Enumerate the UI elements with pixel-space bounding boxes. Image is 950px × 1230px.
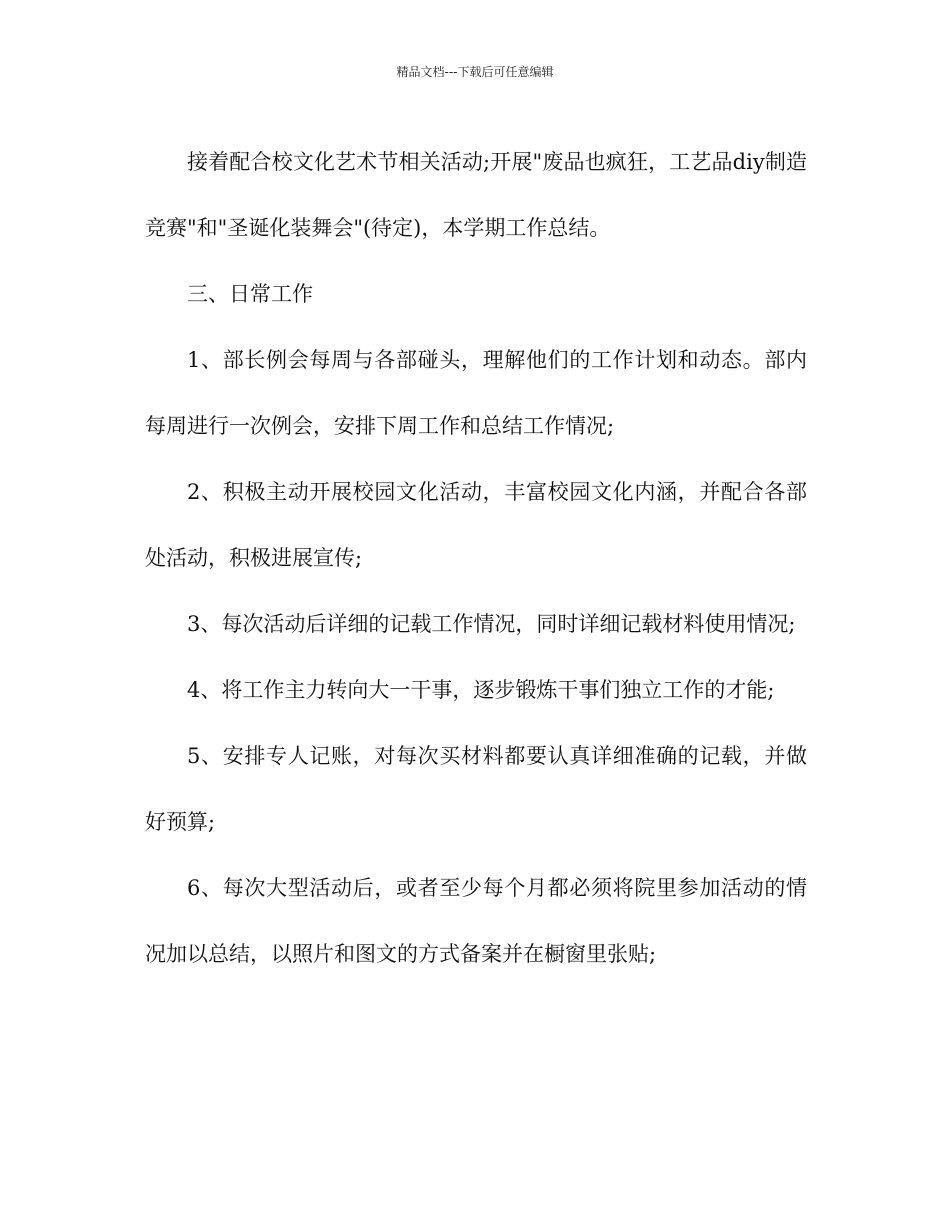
section-heading-daily-work: 三、日常工作 xyxy=(187,282,313,306)
paragraph-item-1: 1、部长例会每周与各部碰头，理解他们的工作计划和动态。部内每周进行一次例会，安排下周工作和总结工作情况; xyxy=(145,348,807,438)
paragraph-item-6: 6、每次大型活动后，或者至少每个月都必须将院里参加活动的情况加以总结，以照片和图文的方式备案并在橱窗里张贴; xyxy=(145,876,807,966)
document-body xyxy=(145,129,807,987)
paragraph-item-5: 5、安排专人记账，对每次买材料都要认真详细准确的记载，并做好预算; xyxy=(145,744,807,834)
document-header: 精品文档---下载后可任意编辑 xyxy=(396,65,554,79)
paragraph-item-3: 3、每次活动后详细的记载工作情况，同时详细记载材料使用情况; xyxy=(187,612,796,636)
paragraph-item-4: 4、将工作主力转向大一干事，逐步锻炼干事们独立工作的才能; xyxy=(187,678,775,702)
paragraph-item-2: 2、积极主动开展校园文化活动，丰富校园文化内涵，并配合各部处活动，积极进展宣传; xyxy=(145,480,807,570)
paragraph-activities: 接着配合校文化艺术节相关活动;开展"废品也疯狂，工艺品diy制造竞赛"和"圣诞化装舞会"(待定)，本学期工作总结。 xyxy=(145,150,807,240)
